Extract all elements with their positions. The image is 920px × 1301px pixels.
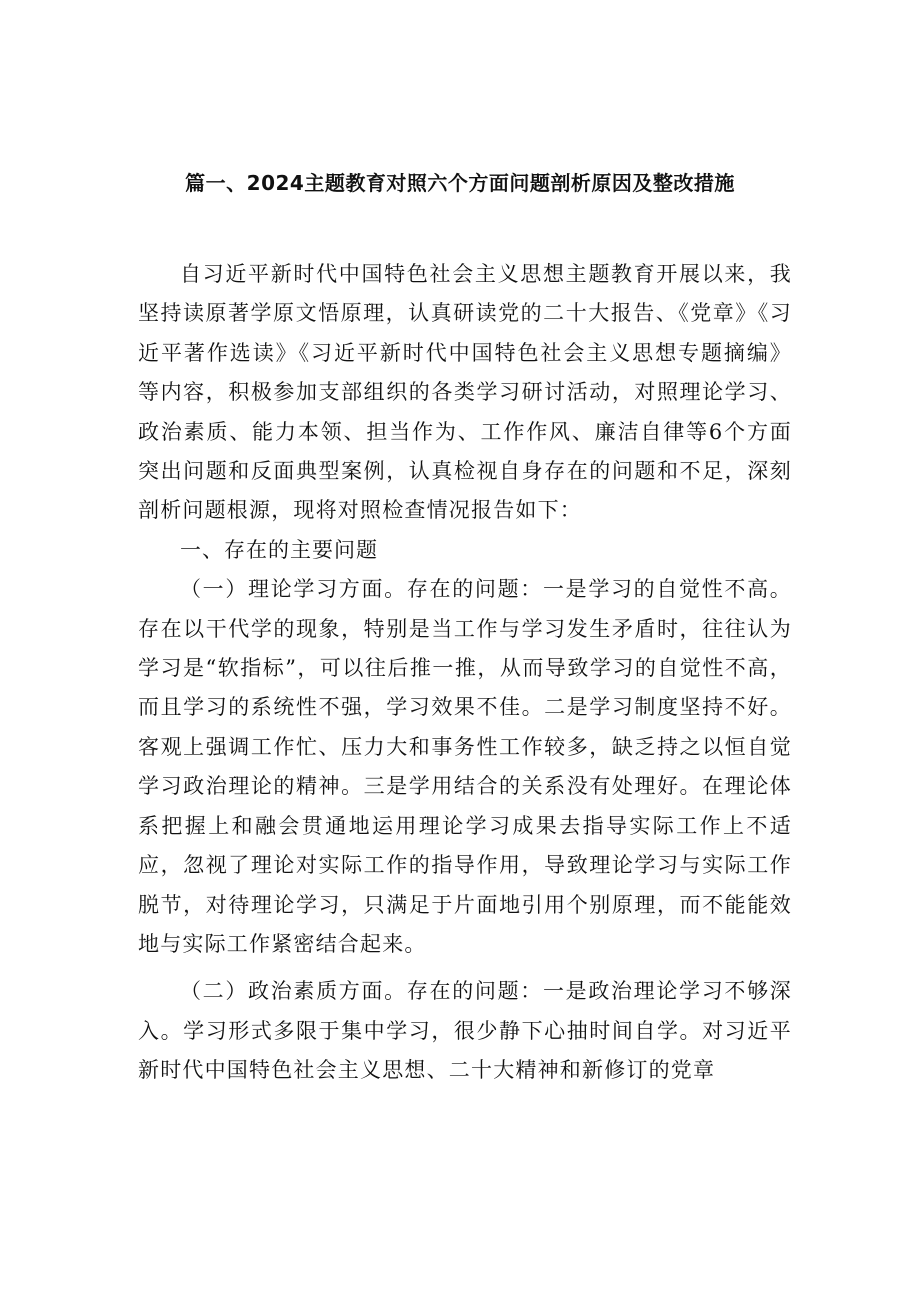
item-theory-study-paragraph: （一）理论学习方面。存在的问题：一是学习的自觉性不高。存在以干代学的现象，特别是当工作与学习发生矛盾时，往往认为学习是“软指标”，可以往后推一推，从而导致学习的自觉性不高，而且学习的系统性不强，学习效果不佳。二是学习制度坚持不好。客观上强调工作忙、压力大和事务性工作较多，缺乏持之以恒自觉学习政治理论的精神。三是学用结合的关系没有处理好。在理论体系把握上和融会贯通地运用理论学习成果去指导实际工作上不适应，忽视了理论对实际工作的指导作用，导致理论学习与实际工作脱节，对待理论学习，只满足于片面地引用个别原理，而不能能效地与实际工作紧密结合起来。 <box>138 577 792 956</box>
item-political-quality-paragraph: （二）政治素质方面。存在的问题：一是政治理论学习不够深入。学习形式多限于集中学习，很少静下心抽时间自学。对习近平新时代中国特色社会主义思想、二十大精神和新修订的党章 <box>138 979 792 1083</box>
intro-paragraph: 自习近平新时代中国特色社会主义思想主题教育开展以来，我坚持读原著学原文悟原理，认真研读党的二十大报告、《党章》《习近平著作选读》《习近平新时代中国特色社会主义思想专题摘编》等内容，积极参加支部组织的各类学习研讨活动，对照理论学习、政治素质、能力本领、担当作为、工作作风、廉洁自律等6个方面突出问题和反面典型案例，认真检视自身存在的问题和不足，深刻剖析问题根源，现将对照检查情况报告如下： <box>138 262 792 523</box>
document-body <box>138 255 792 1091</box>
section-heading-main-problems: 一、存在的主要问题 <box>180 537 378 562</box>
document-title: 篇一、2024主题教育对照六个方面问题剖析原因及整改措施 <box>185 171 735 195</box>
